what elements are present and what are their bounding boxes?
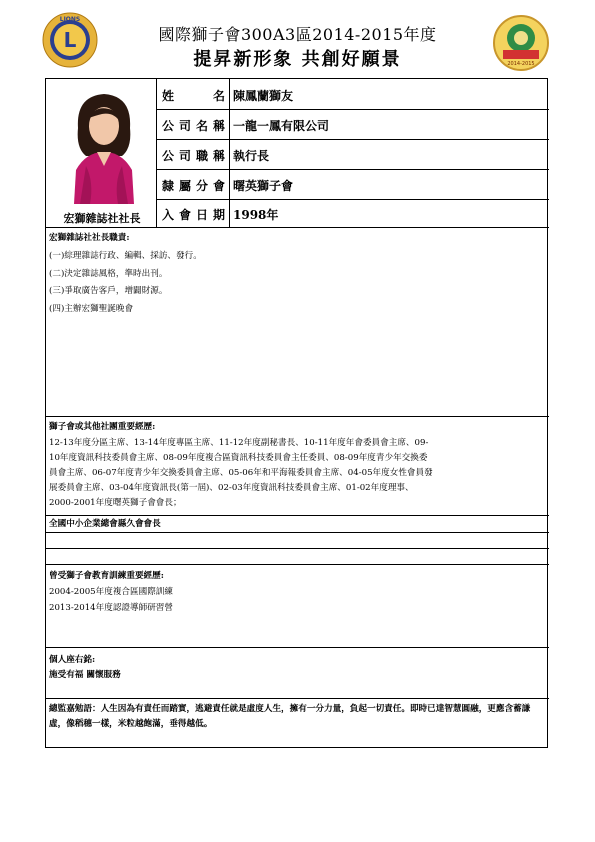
lions-logo-label: LIONS <box>59 16 81 23</box>
duties-heading: 宏獅雜誌社社長職責: <box>49 233 130 243</box>
experience-line: 10年度資訊科技委員會主席、08-09年度複合區資訊科技委員會主任委員、08-09年度青少年交換委 <box>49 453 428 463</box>
experience-line: 12-13年度分區主席、13-14年度專區主席、11-12年度副秘書長、10-11年度年會委員會主席、09- <box>49 438 429 448</box>
training-item: 2004-2005年度複合區國際訓練 <box>49 587 173 597</box>
training-heading: 曾受獅子會教育訓練重要經歷: <box>49 571 164 581</box>
svg-text:L: L <box>63 28 77 52</box>
field-label-club: 隸屬分會 <box>162 179 231 193</box>
motto-text: 施受有福 關懷服務 <box>49 670 121 680</box>
member-photo <box>64 86 144 204</box>
field-value-join-date: 1998年 <box>233 208 279 222</box>
duties-item: (三)爭取廣告客戶，增闢財源。 <box>49 286 168 296</box>
role-caption: 宏獅雜誌社社長 <box>63 212 141 225</box>
experience-line: 2000-2001年度曙英獅子會會長； <box>49 498 182 508</box>
district-emblem-icon <box>492 14 550 72</box>
profile-form <box>45 78 548 748</box>
page-title-line1: 國際獅子會300A3區2014-2015年度 <box>158 25 437 44</box>
motto-heading: 個人座右銘: <box>49 655 96 665</box>
field-value-title: 執行長 <box>233 149 270 163</box>
page-title-line2: 提昇新形象 共創好願景 <box>193 49 402 70</box>
field-value-company: 一龍一鳳有限公司 <box>233 119 330 133</box>
duties-item: (一)綜理雜誌行政、編輯、採訪、發行。 <box>49 251 202 261</box>
experience-line: 展委員會主席、03-04年度資訊長(第一屆)、02-03年度資訊科技委員會主席、01-02年度理事、 <box>49 483 414 493</box>
experience-heading: 獅子會或其他社團重要經歷: <box>49 422 156 432</box>
duties-item: (二)決定雜誌風格，準時出刊。 <box>49 269 168 279</box>
training-item: 2013-2014年度認證導師研習營 <box>49 603 173 613</box>
field-value-club: 曙英獅子會 <box>233 179 294 193</box>
field-label-company: 公司名稱 <box>162 119 231 133</box>
duties-item: (四)主辦宏獅聖誕晚會 <box>49 304 134 314</box>
field-label-join-date: 入會日期 <box>162 208 231 222</box>
field-label-name: 姓 名 <box>162 89 231 103</box>
experience-line: 員會主席、06-07年度青少年交換委員會主席、05-06年和平海報委員會主席、04-05年度女性會員發 <box>49 468 433 478</box>
field-label-title: 公司職稱 <box>162 149 231 163</box>
field-value-name: 陳鳳蘭獅友 <box>233 89 294 103</box>
district-emblem-label: 2014-2015 <box>507 61 535 67</box>
governor-message: 總監嘉勉語：人生因為有責任而踏實，逃避責任就是虛度人生，擁有一分力量，負起一切責任。即時已達智慧圓融，更應含蓄謙虛，像稻穗一樣，米粒越飽滿，垂得越低。 <box>49 704 531 729</box>
experience-extra: 全國中小企業總會縣久會會長 <box>49 519 161 529</box>
